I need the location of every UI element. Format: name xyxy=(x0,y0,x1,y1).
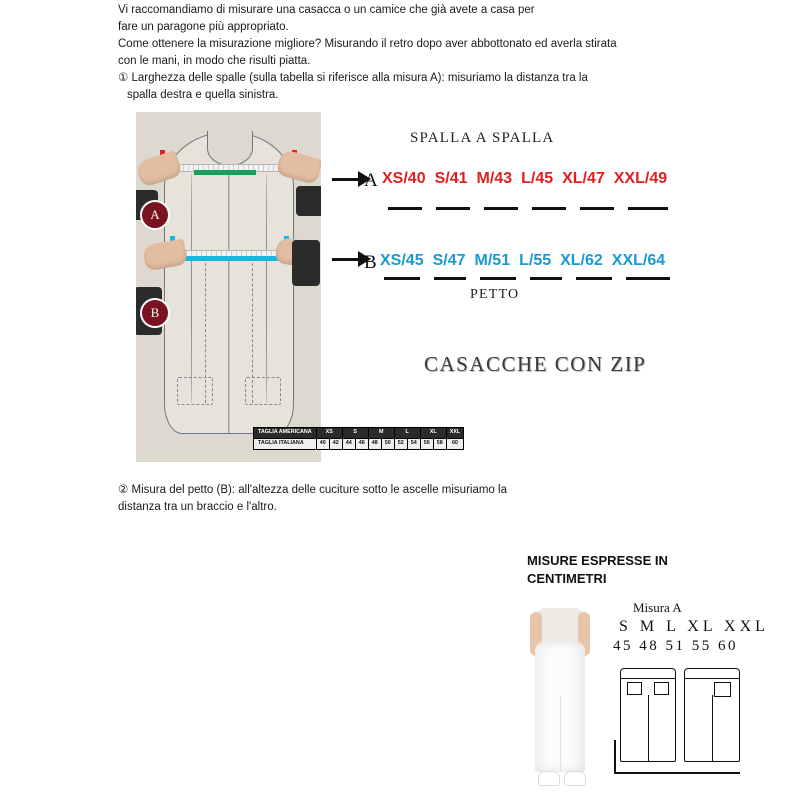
intro-line-5: ① Larghezza delle spalle (sulla tabella si riferisce alla misura A): misuriamo la distanza tra la xyxy=(118,72,588,85)
garment-seam-right xyxy=(266,173,267,403)
cell-it-58: 58 xyxy=(433,438,446,449)
model-shoe-right xyxy=(564,771,586,786)
size-b-xl: XL/62 xyxy=(560,252,603,269)
cell-us-xs: XS xyxy=(316,428,342,439)
cyan-measure-bar xyxy=(184,256,280,261)
cell-it-42: 42 xyxy=(329,438,342,449)
caption-chest-measure xyxy=(118,482,658,517)
chest-title: PETTO xyxy=(470,287,520,302)
underline-a-6 xyxy=(628,207,668,210)
measure-axis-horizontal xyxy=(614,772,740,774)
cell-it-52: 52 xyxy=(394,438,407,449)
size-a-xl: XL/47 xyxy=(562,170,605,187)
arrow-b-line xyxy=(332,258,360,261)
underline-a-4 xyxy=(532,207,566,210)
intro-paragraph xyxy=(118,2,678,104)
badge-b: B xyxy=(140,298,170,328)
trouser-front-drawing xyxy=(620,668,676,762)
garment-photo xyxy=(136,112,321,462)
garment-seam-left xyxy=(191,173,192,403)
intro-line-1: Vi raccomandiamo di misurare una casacca o un camice che già avete a casa per xyxy=(118,4,535,16)
underline-b-5 xyxy=(576,277,612,280)
trouser-front-pocket-right xyxy=(654,682,669,695)
cell-it-56: 56 xyxy=(420,438,433,449)
cell-it-54: 54 xyxy=(407,438,420,449)
trouser-back-drawing xyxy=(684,668,740,762)
intro-line-6: spalla destra e quella sinistra. xyxy=(127,89,279,102)
table-row xyxy=(254,438,464,449)
trouser-back-pocket xyxy=(714,682,731,697)
table-row xyxy=(254,428,464,439)
size-a-xs: XS/40 xyxy=(382,170,426,187)
shoulder-to-shoulder-title: SPALLA A SPALLA xyxy=(410,130,555,146)
size-b-s: S/47 xyxy=(432,252,466,269)
underline-b-6 xyxy=(626,277,670,280)
garment-pocket-right xyxy=(245,377,281,405)
garment-pocket-left xyxy=(177,377,213,405)
row-b-label: B xyxy=(364,252,377,273)
row-label-italian: TAGLIA ITALIANA xyxy=(254,438,317,449)
underline-a-2 xyxy=(436,207,470,210)
underline-a-3 xyxy=(484,207,518,210)
measure-axis-vertical xyxy=(614,740,616,774)
row-label-american: TAGLIA AMERICANA xyxy=(254,428,317,439)
trouser-front-waistband xyxy=(621,678,675,679)
intro-line-3: Come ottenere la misurazione migliore? Misurando il retro dopo aver abbottonato ed averla stirata xyxy=(118,38,617,51)
garment-neckline xyxy=(207,131,253,166)
measurements-unit-title: MISURE ESPRESSE IN CENTIMETRI xyxy=(527,553,668,586)
intro-line-2: fare un paragone più appropriato. xyxy=(118,21,289,34)
cell-it-60: 60 xyxy=(446,438,463,449)
model-shoe-left xyxy=(538,771,560,786)
underline-a-1 xyxy=(388,207,422,210)
sleeve-cuff-lower-right xyxy=(292,240,320,286)
underline-b-1 xyxy=(384,277,420,280)
sleeve-cuff-upper-right xyxy=(296,186,321,216)
row-a-sizes xyxy=(382,170,667,188)
casacche-con-zip-title: CASACCHE CON ZIP xyxy=(424,352,647,376)
size-b-m: M/51 xyxy=(474,252,511,269)
cell-us-m: M xyxy=(368,428,394,439)
intro-line-4: con le mani, in modo che risulti piatta. xyxy=(118,55,311,68)
underline-b-2 xyxy=(434,277,466,280)
arrow-a-line xyxy=(332,178,360,181)
garment-outline xyxy=(164,132,294,434)
cell-us-xl: XL xyxy=(420,428,446,439)
trouser-back-waistband xyxy=(685,678,739,679)
bottom-size-values: 45 48 51 55 60 xyxy=(613,638,738,654)
size-b-l: L/55 xyxy=(519,252,552,269)
row-a-label: A xyxy=(364,170,378,191)
green-measure-bar xyxy=(194,170,256,175)
model-photo xyxy=(508,608,612,794)
bottom-size-letters: S M L XL XXL xyxy=(619,618,769,635)
cell-it-50: 50 xyxy=(381,438,394,449)
badge-a: A xyxy=(140,200,170,230)
size-b-xxl: XXL/64 xyxy=(611,252,666,269)
caption2-line-2: distanza tra un braccio e l'altro. xyxy=(118,501,277,514)
caption2-line-1: ② Misura del petto (B): all'altezza delle cuciture sotto le ascelle misuriamo la xyxy=(118,484,507,496)
cell-us-s: S xyxy=(342,428,368,439)
size-conversion-table xyxy=(253,427,464,450)
cell-it-44: 44 xyxy=(342,438,355,449)
size-a-xxl: XXL/49 xyxy=(613,170,668,187)
size-a-m: M/43 xyxy=(476,170,513,187)
cell-us-l: L xyxy=(394,428,420,439)
model-trousers xyxy=(535,642,585,772)
cell-it-40: 40 xyxy=(316,438,329,449)
model-top xyxy=(538,608,582,644)
cell-us-xxl: XXL xyxy=(446,428,463,439)
size-a-l: L/45 xyxy=(521,170,554,187)
underline-b-3 xyxy=(480,277,516,280)
row-b-underlines xyxy=(384,277,670,280)
cell-it-48: 48 xyxy=(368,438,381,449)
misura-a-label: Misura A xyxy=(633,600,682,615)
underline-a-5 xyxy=(580,207,614,210)
row-a-underlines xyxy=(388,207,668,210)
underline-b-4 xyxy=(530,277,562,280)
size-a-s: S/41 xyxy=(434,170,468,187)
cell-it-46: 46 xyxy=(355,438,368,449)
trouser-front-pocket-left xyxy=(627,682,642,695)
size-b-xs: XS/45 xyxy=(380,252,424,269)
row-b-sizes xyxy=(380,252,665,270)
